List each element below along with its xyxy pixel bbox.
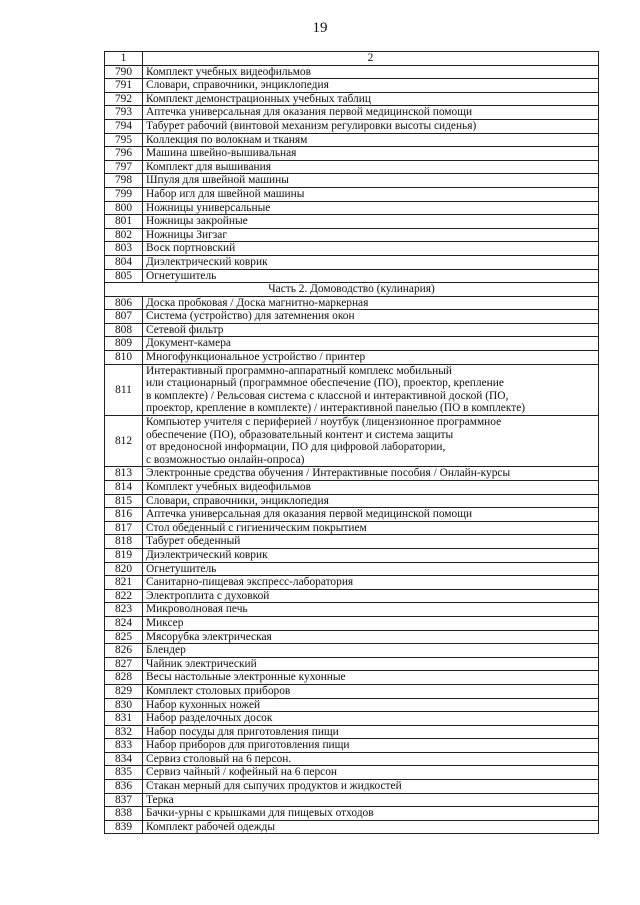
table-row (105, 548, 599, 562)
table-row (105, 160, 599, 174)
row-number: 832 (105, 725, 143, 739)
row-number: 812 (105, 416, 143, 467)
row-description: Ножницы универсальные (143, 201, 599, 215)
table-row (105, 725, 599, 739)
row-description: Электронные средства обучения / Интерактивные пособия / Онлайн-курсы (143, 467, 599, 481)
row-number: 793 (105, 106, 143, 120)
row-description: Огнетушитель (143, 269, 599, 283)
table-row (105, 766, 599, 780)
row-description: Санитарно-пищевая экспресс-лаборатория (143, 576, 599, 590)
table-row (105, 616, 599, 630)
row-description: Комплект рабочей одежды (143, 820, 599, 834)
equipment-table-body (105, 52, 599, 834)
row-description: Сетевой фильтр (143, 323, 599, 337)
row-number: 792 (105, 92, 143, 106)
row-number: 826 (105, 644, 143, 658)
row-number: 804 (105, 255, 143, 269)
row-number: 817 (105, 521, 143, 535)
row-number: 824 (105, 616, 143, 630)
row-description: Диэлектрический коврик (143, 255, 599, 269)
row-number: 813 (105, 467, 143, 481)
table-row (105, 65, 599, 79)
table-row (105, 337, 599, 351)
table-row (105, 712, 599, 726)
row-description: Комплект учебных видеофильмов (143, 65, 599, 79)
row-description: Ножницы закройные (143, 215, 599, 229)
row-number: 797 (105, 160, 143, 174)
row-description: Огнетушитель (143, 562, 599, 576)
section-header-row (105, 283, 599, 297)
row-number: 798 (105, 174, 143, 188)
table-row (105, 416, 599, 467)
table-row (105, 133, 599, 147)
row-description: Воск портновский (143, 242, 599, 256)
table-row (105, 79, 599, 93)
row-description: Комплект столовых приборов (143, 684, 599, 698)
row-number: 803 (105, 242, 143, 256)
table-row (105, 106, 599, 120)
table-row (105, 589, 599, 603)
row-number: 820 (105, 562, 143, 576)
row-description: Словари, справочники, энциклопедия (143, 494, 599, 508)
row-description: Терка (143, 793, 599, 807)
header-col-name: 2 (143, 52, 599, 66)
row-description: Бачки-урны с крышками для пищевых отходов (143, 807, 599, 821)
row-description-line: с возможностью онлайн-опроса) (146, 453, 305, 466)
row-description-line: обеспечение (ПО), образовательный контент и система защиты (146, 428, 454, 441)
row-number: 801 (105, 215, 143, 229)
row-description: Комплект учебных видеофильмов (143, 481, 599, 495)
row-description: Набор посуды для приготовления пищи (143, 725, 599, 739)
row-description: Машина швейно-вышивальная (143, 147, 599, 161)
row-description: Сервиз чайный / кофейный на 6 персон (143, 766, 599, 780)
table-row (105, 820, 599, 834)
row-number: 831 (105, 712, 143, 726)
row-number: 828 (105, 671, 143, 685)
table-row (105, 576, 599, 590)
table-row (105, 657, 599, 671)
header-col-number: 1 (105, 52, 143, 66)
section-title: Часть 2. Домоводство (кулинария) (105, 283, 599, 297)
row-number: 837 (105, 793, 143, 807)
table-row (105, 644, 599, 658)
row-number: 815 (105, 494, 143, 508)
row-number: 822 (105, 589, 143, 603)
row-description-line: или стационарный (программное обеспечение (ПО), проектор, крепление (146, 377, 504, 390)
row-number: 796 (105, 147, 143, 161)
table-row (105, 174, 599, 188)
row-number: 814 (105, 481, 143, 495)
table-row (105, 351, 599, 365)
row-description: Блендер (143, 644, 599, 658)
row-description: Документ-камера (143, 337, 599, 351)
row-number: 838 (105, 807, 143, 821)
row-number: 800 (105, 201, 143, 215)
table-row (105, 310, 599, 324)
row-description: Доска пробковая / Доска магнитно-маркерная (143, 296, 599, 310)
table-row (105, 364, 599, 415)
row-number: 805 (105, 269, 143, 283)
row-number: 833 (105, 739, 143, 753)
row-description: Шпуля для швейной машины (143, 174, 599, 188)
table-row (105, 296, 599, 310)
table-row (105, 780, 599, 794)
row-description-line: в комплекте) / Рельсовая система с классной и интерактивной доской (ПО, (146, 389, 509, 402)
table-row (105, 119, 599, 133)
row-description: Набор разделочных досок (143, 712, 599, 726)
row-description (143, 364, 599, 415)
row-number: 809 (105, 337, 143, 351)
row-description: Словари, справочники, энциклопедия (143, 79, 599, 93)
row-number: 816 (105, 508, 143, 522)
row-description-line: от вредоносной информации, ПО для цифровой лаборатории, (146, 441, 446, 454)
row-description: Набор кухонных ножей (143, 698, 599, 712)
row-number: 807 (105, 310, 143, 324)
table-row (105, 793, 599, 807)
table-row (105, 201, 599, 215)
table-row (105, 147, 599, 161)
row-number: 795 (105, 133, 143, 147)
row-description: Стол обеденный с гигиеническим покрытием (143, 521, 599, 535)
row-number: 829 (105, 684, 143, 698)
row-description: Ножницы Зигзаг (143, 228, 599, 242)
row-number: 825 (105, 630, 143, 644)
row-number: 806 (105, 296, 143, 310)
row-description: Комплект демонстрационных учебных таблиц (143, 92, 599, 106)
row-number: 808 (105, 323, 143, 337)
row-number: 819 (105, 548, 143, 562)
table-row (105, 535, 599, 549)
row-description: Набор игл для швейной машины (143, 187, 599, 201)
table-row (105, 255, 599, 269)
table-row (105, 739, 599, 753)
table-row (105, 603, 599, 617)
row-number: 836 (105, 780, 143, 794)
row-description: Коллекция по волокнам и тканям (143, 133, 599, 147)
row-description: Весы настольные электронные кухонные (143, 671, 599, 685)
table-row (105, 467, 599, 481)
table-row (105, 508, 599, 522)
row-number: 799 (105, 187, 143, 201)
table-row (105, 521, 599, 535)
table-row (105, 323, 599, 337)
row-description-line: проектор, крепление в комплекте) / интерактивной панелью (ПО в комплекте) (146, 402, 526, 415)
table-row (105, 562, 599, 576)
row-number: 821 (105, 576, 143, 590)
table-header-row (105, 52, 599, 66)
row-number: 790 (105, 65, 143, 79)
table-row (105, 269, 599, 283)
row-description: Аптечка универсальная для оказания первой медицинской помощи (143, 508, 599, 522)
table-row (105, 698, 599, 712)
row-description: Мясорубка электрическая (143, 630, 599, 644)
row-description: Сервиз столовый на 6 персон. (143, 752, 599, 766)
row-description: Табурет обеденный (143, 535, 599, 549)
row-number: 839 (105, 820, 143, 834)
row-description: Табурет рабочий (винтовой механизм регулировки высоты сиденья) (143, 119, 599, 133)
table-row (105, 671, 599, 685)
row-number: 835 (105, 766, 143, 780)
row-description: Электроплита с духовкой (143, 589, 599, 603)
row-description: Аптечка универсальная для оказания первой медицинской помощи (143, 106, 599, 120)
table-row (105, 187, 599, 201)
table-row (105, 228, 599, 242)
row-description: Стакан мерный для сыпучих продуктов и жидкостей (143, 780, 599, 794)
row-number: 791 (105, 79, 143, 93)
row-description: Набор приборов для приготовления пищи (143, 739, 599, 753)
row-description (143, 416, 599, 467)
row-number: 802 (105, 228, 143, 242)
table-row (105, 630, 599, 644)
row-number: 810 (105, 351, 143, 365)
row-description: Система (устройство) для затемнения окон (143, 310, 599, 324)
row-description: Комплект для вышивания (143, 160, 599, 174)
table-row (105, 242, 599, 256)
page-number: 19 (312, 20, 328, 36)
table-row (105, 752, 599, 766)
row-description: Микроволновая печь (143, 603, 599, 617)
table-row (105, 215, 599, 229)
table-row (105, 92, 599, 106)
row-description-line: Компьютер учителя с периферией / ноутбук (лицензионное программное (146, 416, 502, 429)
row-number: 827 (105, 657, 143, 671)
row-description: Чайник электрический (143, 657, 599, 671)
row-number: 818 (105, 535, 143, 549)
table-row (105, 494, 599, 508)
row-description: Диэлектрический коврик (143, 548, 599, 562)
row-number: 834 (105, 752, 143, 766)
row-description-line: Интерактивный программно-аппаратный комплекс мобильный (146, 364, 452, 377)
table-row (105, 684, 599, 698)
equipment-table (104, 51, 599, 834)
table-row (105, 481, 599, 495)
row-description: Многофункциональное устройство / принтер (143, 351, 599, 365)
row-description: Миксер (143, 616, 599, 630)
row-number: 830 (105, 698, 143, 712)
row-number: 811 (105, 364, 143, 415)
row-number: 823 (105, 603, 143, 617)
row-number: 794 (105, 119, 143, 133)
table-row (105, 807, 599, 821)
